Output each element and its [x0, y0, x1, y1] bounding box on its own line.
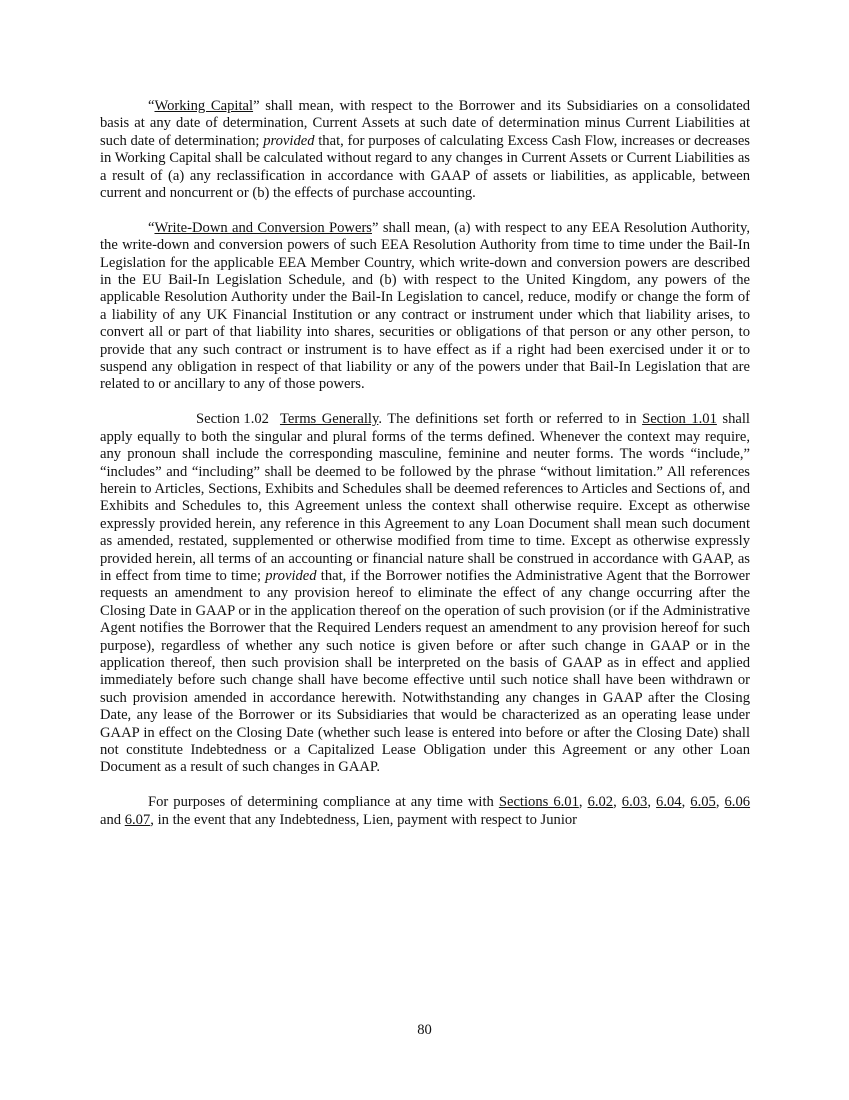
section-reference: 6.05	[690, 794, 716, 811]
section-reference: 6.06	[724, 794, 751, 811]
defined-term: Working Capital	[154, 98, 254, 114]
definition-text: ” shall mean, (a) with respect to any EEA Resolution Authority, the write-down and conversion powers of such EEA Resolution Authority from time to time under the Bail-In Legislation for the applicable EEA Member Country, which write-down and conversion powers are described in the EU Bail-In Legislation Schedule, and (b) with respect to the United Kingdom, any powers of the applicable Resolution Authority under the Bail-In Legislation to cancel, reduce, modify or change the form of a liability of any UK Financial Institution or any contract or instrument under which that liability arises, to convert all or part of that liability into shares, securities or obligations of that person or any other person, to provide that any such contract or instrument is to have effect as if a right had been exercised under it or to suspend any obligation in respect of that liability or any of the powers under that Bail-In Legislation that are related to or ancillary to any of those powers.	[100, 219, 750, 393]
paragraph-text: , in the event that any Indebtedness, Lien, payment with respect to Junior	[150, 811, 578, 828]
section-text: . The definitions set forth or referred to in	[378, 411, 643, 428]
definition-text: that, for purposes of calculating Excess Cash Flow, increases or decreases in Working Capital shall be calculated without regard to any changes in Current Assets or Current Liabilities as a result of (a) any reclassification in accordance with GAAP of assets or liabilities, as applicable, between current and noncurrent or (b) the effects of purchase accounting.	[100, 132, 750, 202]
definition-working-capital	[100, 98, 750, 202]
section-reference: Section 1.01	[642, 411, 717, 428]
defined-term: Write-Down and Conversion Powers	[154, 219, 372, 236]
separator: ,	[681, 794, 691, 811]
separator: ,	[613, 794, 622, 811]
open-quote: “	[148, 219, 155, 236]
separator: and	[100, 811, 125, 828]
section-reference: Sections 6.01	[498, 794, 579, 811]
compliance-paragraph	[100, 794, 750, 829]
section-1-02	[100, 411, 750, 777]
section-reference: 6.07	[124, 811, 151, 828]
page-number: 80	[417, 1022, 432, 1038]
section-reference: 6.04	[656, 794, 682, 811]
separator: ,	[578, 794, 588, 811]
section-heading: Terms Generally	[279, 411, 379, 428]
section-text: that, if the Borrower notifies the Administrative Agent that the Borrower requests an amendment to any provision hereof to eliminate the effect of any change occurring after the Closing Date in GAAP or in the application thereof on the operation of such provision (or if the Administrative Agent notifies the Borrower that the Required Lenders request an amendment to any provision hereof for such purpose), regardless of whether any such notice is given before or after such change in GAAP or in the application thereof, then such provision shall be interpreted on the basis of GAAP as in effect and applied immediately before such change shall have become effective until such notice shall have been withdrawn or such provision amended in accordance herewith. Notwithstanding any changes in GAAP after the Closing Date, any lease of the Borrower or its Subsidiaries that would be characterized as an operating lease under GAAP in effect on the Closing Date (whether such lease is entered into before or after the Closing Date) shall not constitute Indebtedness or a Capitalized Lease Obligation under this Agreement or any other Loan Document as a result of such changes in GAAP.	[100, 567, 750, 776]
definition-write-down-powers	[100, 220, 750, 394]
section-reference: 6.03	[621, 794, 648, 811]
section-reference: 6.02	[587, 794, 614, 811]
separator: ,	[647, 794, 657, 811]
open-quote: “	[148, 98, 155, 114]
provided-italic: provided	[263, 132, 315, 149]
document-page	[100, 98, 750, 829]
section-text: shall apply equally to both the singular and plural forms of the terms defined. Whenever the context may require, any pronoun shall include the corresponding masculine, feminine and neuter forms. The words “include,” “includes” and “including” shall be deemed to be followed by the phrase “without limitation.” All references herein to Articles, Sections, Exhibits and Schedules shall be deemed references to Articles and Sections of, and Exhibits and Schedules to, this Agreement unless the context shall otherwise require. Except as otherwise expressly provided herein, any reference in this Agreement to any Loan Document shall mean such document as amended, restated, supplemented or otherwise modified from time to time. Except as otherwise expressly provided herein, all terms of an accounting or financial nature shall be construed in accordance with GAAP, as in effect from time to time;	[100, 411, 750, 584]
paragraph-text: For purposes of determining compliance at any time with	[148, 794, 499, 811]
definition-text: ” shall mean, with respect to the Borrower and its Subsidiaries on a consolidated basis at any date of determination, Current Assets at such date of determination minus Current Liabilities at such date of determination;	[100, 98, 750, 149]
separator: ,	[715, 794, 725, 811]
provided-italic: provided	[265, 567, 317, 584]
section-label: Section 1.02	[196, 411, 269, 428]
